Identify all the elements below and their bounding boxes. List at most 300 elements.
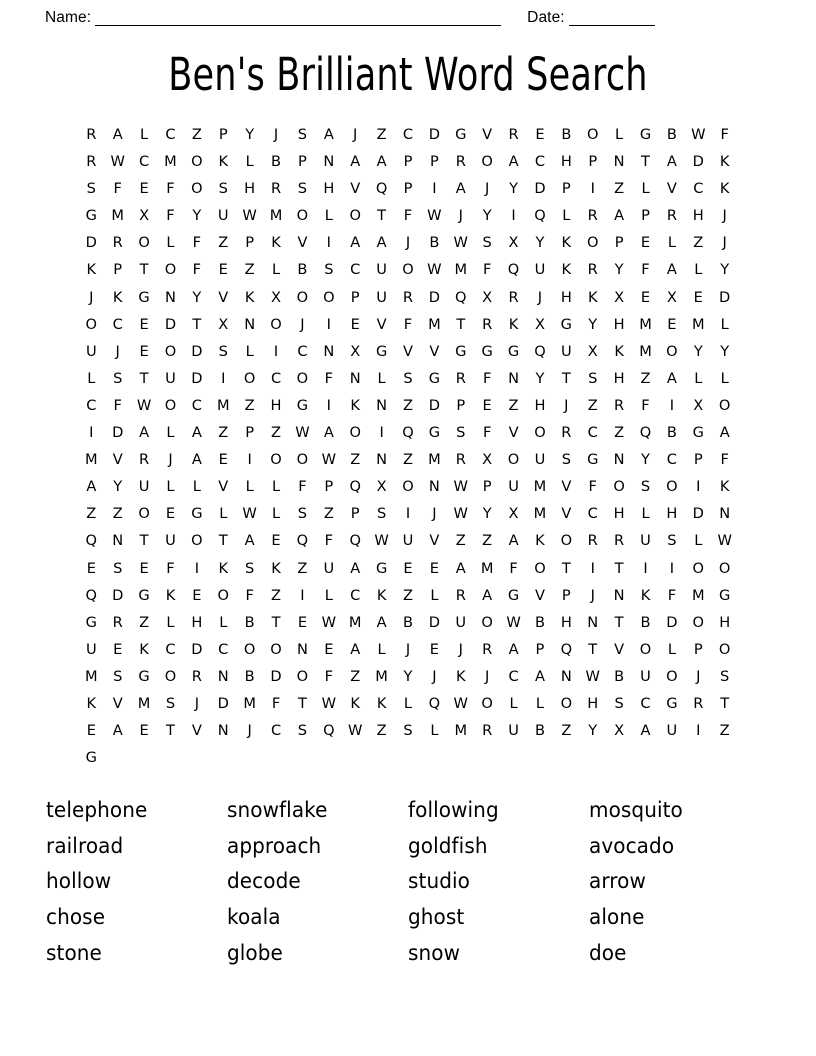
grid-cell[interactable]: S xyxy=(588,369,598,387)
grid-cell[interactable]: Z xyxy=(719,722,730,740)
grid-cell[interactable]: Z xyxy=(561,722,572,740)
grid-cell[interactable]: W xyxy=(427,207,442,225)
word-list-item[interactable]: alone xyxy=(589,905,645,931)
grid-cell[interactable]: Z xyxy=(323,505,334,523)
grid-cell[interactable]: O xyxy=(586,234,599,252)
grid-cell[interactable]: E xyxy=(165,505,176,523)
grid-cell[interactable]: O xyxy=(586,126,599,143)
grid-cell[interactable]: F xyxy=(482,369,492,387)
grid-cell[interactable]: L xyxy=(430,722,439,740)
grid-cell[interactable]: U xyxy=(376,261,387,279)
grid-cell[interactable]: H xyxy=(692,207,704,225)
grid-cell[interactable]: S xyxy=(720,667,730,685)
grid-cell[interactable]: D xyxy=(191,369,203,387)
grid-cell[interactable]: M xyxy=(533,478,547,496)
grid-cell[interactable]: O xyxy=(402,261,414,279)
grid-cell[interactable]: C xyxy=(402,126,414,143)
grid-cell[interactable]: P xyxy=(245,234,255,252)
grid-cell[interactable]: B xyxy=(244,667,255,685)
grid-cell[interactable]: Z xyxy=(271,586,282,604)
grid-cell[interactable]: E xyxy=(667,315,677,333)
grid-cell[interactable]: I xyxy=(643,559,648,577)
grid-cell[interactable]: P xyxy=(693,640,703,658)
grid-cell[interactable]: J xyxy=(432,505,437,523)
grid-cell[interactable]: A xyxy=(666,369,677,387)
grid-cell[interactable]: D xyxy=(191,640,203,658)
grid-cell[interactable]: L xyxy=(166,234,175,252)
grid-cell[interactable]: N xyxy=(112,532,124,550)
grid-cell[interactable]: F xyxy=(324,667,334,685)
grid-cell[interactable]: L xyxy=(430,586,439,604)
grid-cell[interactable]: G xyxy=(507,586,520,604)
grid-cell[interactable]: T xyxy=(377,207,387,225)
grid-cell[interactable]: Y xyxy=(588,722,598,740)
grid-cell[interactable]: K xyxy=(640,586,651,604)
grid-cell[interactable]: A xyxy=(350,153,361,171)
grid-cell[interactable]: J xyxy=(353,126,358,143)
grid-cell[interactable]: P xyxy=(403,153,413,171)
grid-cell[interactable]: G xyxy=(428,424,441,442)
grid-cell[interactable]: N xyxy=(323,153,335,171)
word-list-item[interactable]: following xyxy=(408,798,499,824)
grid-cell[interactable]: L xyxy=(166,478,175,496)
grid-cell[interactable]: O xyxy=(613,478,625,496)
grid-cell[interactable]: R xyxy=(693,694,704,712)
word-list-item[interactable]: arrow xyxy=(589,869,646,895)
grid-cell[interactable]: M xyxy=(533,505,547,523)
grid-cell[interactable]: R xyxy=(455,451,466,469)
grid-cell[interactable]: W xyxy=(717,532,732,550)
grid-cell[interactable]: Z xyxy=(218,234,229,252)
grid-cell[interactable]: R xyxy=(587,532,598,550)
grid-cell[interactable]: D xyxy=(428,396,440,414)
grid-cell[interactable]: W xyxy=(242,207,257,225)
grid-cell[interactable]: Z xyxy=(693,234,704,252)
grid-cell[interactable]: J xyxy=(247,722,252,740)
grid-cell[interactable]: A xyxy=(376,234,387,252)
grid-cell[interactable]: U xyxy=(640,667,651,685)
grid-cell[interactable]: X xyxy=(218,315,229,333)
grid-cell[interactable]: J xyxy=(696,667,701,685)
grid-cell[interactable]: O xyxy=(85,315,98,333)
grid-cell[interactable]: E xyxy=(350,315,360,333)
grid-cell[interactable]: G xyxy=(375,559,388,577)
grid-cell[interactable]: H xyxy=(613,505,625,523)
grid-cell[interactable]: U xyxy=(165,532,176,550)
grid-cell[interactable]: M xyxy=(691,586,705,604)
grid-cell[interactable]: V xyxy=(218,288,229,306)
grid-cell[interactable]: J xyxy=(485,180,490,198)
grid-cell[interactable]: S xyxy=(86,180,96,198)
grid-cell[interactable]: U xyxy=(402,532,414,550)
grid-cell[interactable]: Z xyxy=(350,451,361,469)
grid-cell[interactable]: J xyxy=(722,207,727,225)
grid-cell[interactable]: J xyxy=(458,640,463,658)
grid-cell[interactable]: H xyxy=(191,613,203,631)
grid-cell[interactable]: A xyxy=(350,559,361,577)
grid-cell[interactable]: H xyxy=(270,396,282,414)
grid-cell[interactable]: X xyxy=(614,288,625,306)
grid-cell[interactable]: Y xyxy=(720,261,730,279)
grid-cell[interactable]: F xyxy=(298,478,307,496)
grid-cell[interactable]: Q xyxy=(560,640,573,658)
grid-cell[interactable]: O xyxy=(666,667,678,685)
grid-cell[interactable]: Z xyxy=(297,559,308,577)
grid-cell[interactable]: T xyxy=(641,153,650,171)
grid-cell[interactable]: L xyxy=(140,126,149,143)
grid-cell[interactable]: O xyxy=(191,180,203,198)
grid-cell[interactable]: F xyxy=(403,207,413,225)
grid-cell[interactable]: I xyxy=(194,559,200,577)
grid-cell[interactable]: W xyxy=(453,478,468,496)
grid-cell[interactable]: J xyxy=(89,288,94,306)
grid-cell[interactable]: M xyxy=(454,261,468,279)
grid-cell[interactable]: W xyxy=(321,694,337,712)
grid-cell[interactable]: W xyxy=(374,532,389,550)
grid-cell[interactable]: O xyxy=(718,559,731,577)
grid-cell[interactable]: Y xyxy=(641,451,650,469)
grid-cell[interactable]: P xyxy=(482,478,492,496)
grid-cell[interactable]: G xyxy=(428,369,441,387)
grid-cell[interactable]: A xyxy=(323,126,334,143)
grid-cell[interactable]: S xyxy=(218,180,228,198)
grid-cell[interactable]: L xyxy=(245,153,254,171)
grid-cell[interactable]: L xyxy=(192,478,201,496)
grid-cell[interactable]: O xyxy=(534,424,546,442)
grid-cell[interactable]: L xyxy=(166,424,175,442)
grid-cell[interactable]: N xyxy=(165,288,176,306)
grid-cell[interactable]: M xyxy=(85,667,98,685)
grid-cell[interactable]: C xyxy=(191,396,202,414)
grid-cell[interactable]: X xyxy=(350,342,361,360)
grid-cell[interactable]: L xyxy=(219,613,228,631)
grid-cell[interactable]: L xyxy=(694,532,703,550)
grid-cell[interactable]: S xyxy=(667,532,677,550)
grid-cell[interactable]: Z xyxy=(218,424,229,442)
grid-cell[interactable]: V xyxy=(508,424,519,442)
grid-cell[interactable]: Q xyxy=(85,586,98,604)
grid-cell[interactable]: X xyxy=(587,342,598,360)
grid-cell[interactable]: U xyxy=(560,342,572,360)
grid-cell[interactable]: F xyxy=(403,315,413,333)
grid-cell[interactable]: W xyxy=(453,234,468,252)
grid-cell[interactable]: A xyxy=(112,722,123,740)
grid-cell[interactable]: G xyxy=(455,126,467,143)
grid-cell[interactable]: F xyxy=(113,180,122,198)
grid-cell[interactable]: V xyxy=(429,532,440,550)
grid-cell[interactable]: Z xyxy=(271,424,282,442)
grid-cell[interactable]: M xyxy=(428,451,441,469)
grid-cell[interactable]: D xyxy=(112,424,124,442)
grid-cell[interactable]: P xyxy=(641,207,650,225)
grid-cell[interactable]: C xyxy=(112,315,123,333)
grid-cell[interactable]: U xyxy=(534,451,546,469)
grid-cell[interactable]: E xyxy=(86,722,96,740)
grid-cell[interactable]: C xyxy=(666,451,677,469)
grid-cell[interactable]: R xyxy=(139,451,150,469)
grid-cell[interactable]: U xyxy=(534,261,546,279)
grid-cell[interactable]: N xyxy=(217,667,229,685)
grid-cell[interactable]: H xyxy=(587,694,599,712)
grid-cell[interactable]: E xyxy=(297,613,308,631)
grid-cell[interactable]: D xyxy=(428,126,440,143)
grid-cell[interactable]: D xyxy=(692,505,704,523)
grid-cell[interactable]: I xyxy=(590,180,595,198)
grid-cell[interactable]: F xyxy=(324,369,334,387)
grid-cell[interactable]: J xyxy=(168,451,173,469)
grid-cell[interactable]: Q xyxy=(534,342,546,360)
grid-cell[interactable]: Q xyxy=(455,288,467,306)
grid-cell[interactable]: T xyxy=(588,640,598,658)
grid-cell[interactable]: S xyxy=(297,180,308,198)
word-list-item[interactable]: snowflake xyxy=(227,798,328,824)
grid-cell[interactable]: C xyxy=(508,667,519,685)
grid-cell[interactable]: P xyxy=(298,153,307,171)
grid-cell[interactable]: I xyxy=(405,505,411,523)
grid-cell[interactable]: O xyxy=(639,640,652,658)
grid-cell[interactable]: S xyxy=(245,559,255,577)
grid-cell[interactable]: S xyxy=(640,478,651,496)
grid-cell[interactable]: U xyxy=(217,207,229,225)
grid-cell[interactable]: R xyxy=(561,424,572,442)
grid-cell[interactable]: P xyxy=(456,396,466,414)
grid-cell[interactable]: L xyxy=(667,640,676,658)
grid-cell[interactable]: C xyxy=(218,640,229,658)
grid-cell[interactable]: A xyxy=(666,153,677,171)
grid-cell[interactable]: Y xyxy=(482,207,492,225)
grid-cell[interactable]: F xyxy=(192,261,202,279)
word-list-item[interactable]: ghost xyxy=(408,905,465,931)
grid-cell[interactable]: Q xyxy=(323,722,335,740)
grid-cell[interactable]: P xyxy=(614,234,624,252)
grid-cell[interactable]: L xyxy=(694,261,703,279)
grid-cell[interactable]: L xyxy=(271,505,281,523)
grid-cell[interactable]: Z xyxy=(112,505,123,523)
grid-cell[interactable]: A xyxy=(376,153,387,171)
grid-cell[interactable]: N xyxy=(376,451,388,469)
grid-cell[interactable]: A xyxy=(508,153,519,171)
grid-cell[interactable]: O xyxy=(718,640,731,658)
grid-cell[interactable]: M xyxy=(348,613,362,631)
grid-cell[interactable]: E xyxy=(113,640,123,658)
grid-cell[interactable]: F xyxy=(324,532,334,550)
grid-cell[interactable]: H xyxy=(666,505,678,523)
grid-cell[interactable]: O xyxy=(164,667,177,685)
grid-cell[interactable]: E xyxy=(429,640,439,658)
grid-cell[interactable]: Z xyxy=(86,505,97,523)
grid-cell[interactable]: B xyxy=(666,126,677,143)
grid-cell[interactable]: S xyxy=(614,694,624,712)
word-list-item[interactable]: railroad xyxy=(46,833,124,859)
grid-cell[interactable]: K xyxy=(165,586,176,604)
grid-cell[interactable]: J xyxy=(722,234,727,252)
grid-cell[interactable]: L xyxy=(403,694,413,712)
word-list-item[interactable]: goldfish xyxy=(408,833,488,859)
grid-cell[interactable]: I xyxy=(379,424,384,442)
grid-cell[interactable]: C xyxy=(587,424,598,442)
grid-cell[interactable]: O xyxy=(270,315,282,333)
grid-cell[interactable]: K xyxy=(614,342,624,360)
grid-cell[interactable]: W xyxy=(321,613,337,631)
grid-cell[interactable]: I xyxy=(300,586,305,604)
grid-cell[interactable]: Z xyxy=(139,613,150,631)
grid-cell[interactable]: J xyxy=(537,288,543,306)
grid-cell[interactable]: K xyxy=(376,586,387,604)
grid-cell[interactable]: O xyxy=(191,153,203,171)
grid-cell[interactable]: A xyxy=(666,261,677,279)
grid-cell[interactable]: P xyxy=(324,478,334,496)
grid-cell[interactable]: O xyxy=(692,613,705,631)
grid-cell[interactable]: A xyxy=(455,559,466,577)
grid-cell[interactable]: Q xyxy=(296,532,309,550)
grid-cell[interactable]: P xyxy=(113,261,123,279)
grid-cell[interactable]: A xyxy=(350,234,361,252)
grid-cell[interactable]: A xyxy=(719,424,730,442)
grid-cell[interactable]: L xyxy=(271,478,281,496)
grid-cell[interactable]: O xyxy=(138,505,150,523)
grid-cell[interactable]: O xyxy=(217,586,229,604)
grid-cell[interactable]: B xyxy=(244,613,255,631)
grid-cell[interactable]: S xyxy=(113,369,123,387)
grid-cell[interactable]: G xyxy=(296,396,309,414)
grid-cell[interactable]: I xyxy=(326,234,331,252)
grid-cell[interactable]: Y xyxy=(720,342,730,360)
grid-cell[interactable]: F xyxy=(482,424,492,442)
grid-cell[interactable]: U xyxy=(85,640,97,658)
grid-cell[interactable]: E xyxy=(640,234,651,252)
grid-cell[interactable]: M xyxy=(164,153,177,171)
grid-cell[interactable]: Z xyxy=(508,396,519,414)
grid-cell[interactable]: I xyxy=(590,559,595,577)
grid-cell[interactable]: I xyxy=(669,396,675,414)
grid-cell[interactable]: L xyxy=(245,342,254,360)
grid-cell[interactable]: O xyxy=(296,451,309,469)
grid-cell[interactable]: T xyxy=(456,315,466,333)
grid-cell[interactable]: Q xyxy=(639,424,652,442)
grid-cell[interactable]: A xyxy=(614,207,625,225)
grid-cell[interactable]: E xyxy=(139,559,149,577)
grid-cell[interactable]: T xyxy=(614,559,624,577)
grid-cell[interactable]: K xyxy=(561,234,572,252)
grid-cell[interactable]: J xyxy=(300,315,305,333)
grid-cell[interactable]: H xyxy=(560,613,572,631)
grid-cell[interactable]: G xyxy=(507,342,520,360)
grid-cell[interactable]: I xyxy=(696,478,701,496)
grid-cell[interactable]: G xyxy=(587,451,599,469)
grid-cell[interactable]: Z xyxy=(482,532,493,550)
grid-cell[interactable]: J xyxy=(458,207,463,225)
grid-cell[interactable]: Q xyxy=(534,207,546,225)
grid-cell[interactable]: B xyxy=(534,613,545,631)
grid-cell[interactable]: N xyxy=(587,613,599,631)
grid-cell[interactable]: B xyxy=(666,424,677,442)
grid-cell[interactable]: V xyxy=(561,478,572,496)
grid-cell[interactable]: P xyxy=(429,153,439,171)
grid-cell[interactable]: S xyxy=(113,667,123,685)
grid-cell[interactable]: K xyxy=(139,640,149,658)
grid-cell[interactable]: N xyxy=(613,451,625,469)
grid-cell[interactable]: S xyxy=(376,505,387,523)
grid-cell[interactable]: N xyxy=(296,640,308,658)
grid-cell[interactable]: I xyxy=(221,369,226,387)
grid-cell[interactable]: Y xyxy=(509,180,519,198)
grid-cell[interactable]: O xyxy=(164,396,177,414)
word-list-item[interactable]: chose xyxy=(46,905,106,931)
grid-cell[interactable]: V xyxy=(429,342,440,360)
word-list-item[interactable]: doe xyxy=(589,940,627,966)
grid-cell[interactable]: A xyxy=(508,532,519,550)
grid-cell[interactable]: R xyxy=(455,153,466,171)
grid-cell[interactable]: H xyxy=(244,180,256,198)
grid-cell[interactable]: D xyxy=(534,180,546,198)
grid-cell[interactable]: W xyxy=(110,153,125,171)
grid-cell[interactable]: D xyxy=(112,586,124,604)
grid-cell[interactable]: R xyxy=(614,396,625,414)
grid-cell[interactable]: M xyxy=(243,694,256,712)
grid-cell[interactable]: V xyxy=(403,342,413,360)
grid-cell[interactable]: G xyxy=(455,342,467,360)
grid-cell[interactable]: T xyxy=(297,694,307,712)
grid-cell[interactable]: V xyxy=(191,722,202,740)
grid-cell[interactable]: T xyxy=(720,694,730,712)
grid-cell[interactable]: H xyxy=(613,369,625,387)
grid-cell[interactable]: Y xyxy=(535,234,545,252)
grid-cell[interactable]: M xyxy=(216,396,230,414)
grid-cell[interactable]: R xyxy=(482,315,493,333)
grid-cell[interactable]: R xyxy=(587,261,598,279)
grid-cell[interactable]: V xyxy=(666,180,677,198)
grid-cell[interactable]: T xyxy=(561,369,571,387)
grid-cell[interactable]: H xyxy=(560,288,572,306)
grid-cell[interactable]: Y xyxy=(693,342,703,360)
grid-cell[interactable]: M xyxy=(639,342,652,360)
grid-cell[interactable]: V xyxy=(614,640,625,658)
grid-cell[interactable]: J xyxy=(194,694,200,712)
grid-cell[interactable]: N xyxy=(323,342,335,360)
grid-cell[interactable]: A xyxy=(139,424,150,442)
grid-cell[interactable]: I xyxy=(326,315,331,333)
word-list-item[interactable]: avocado xyxy=(589,833,675,859)
grid-cell[interactable]: A xyxy=(191,424,202,442)
grid-cell[interactable]: O xyxy=(402,478,414,496)
grid-cell[interactable]: Q xyxy=(428,694,441,712)
word-list-item[interactable]: hollow xyxy=(46,869,112,895)
grid-cell[interactable]: S xyxy=(561,451,571,469)
grid-cell[interactable]: L xyxy=(219,505,228,523)
grid-cell[interactable]: Q xyxy=(349,478,361,496)
grid-cell[interactable]: R xyxy=(508,288,519,306)
grid-cell[interactable]: A xyxy=(350,640,361,658)
grid-cell[interactable]: E xyxy=(139,180,149,198)
grid-cell[interactable]: K xyxy=(350,694,360,712)
grid-cell[interactable]: L xyxy=(377,640,386,658)
grid-cell[interactable]: R xyxy=(112,613,123,631)
grid-cell[interactable]: F xyxy=(271,694,281,712)
grid-cell[interactable]: F xyxy=(667,586,677,604)
grid-cell[interactable]: N xyxy=(428,478,440,496)
grid-cell[interactable]: B xyxy=(534,722,545,740)
grid-cell[interactable]: U xyxy=(640,532,651,550)
word-list-item[interactable]: mosquito xyxy=(589,798,683,824)
grid-cell[interactable]: E xyxy=(271,532,281,550)
grid-cell[interactable]: T xyxy=(271,613,281,631)
grid-cell[interactable]: R xyxy=(270,180,282,198)
grid-cell[interactable]: S xyxy=(165,694,176,712)
grid-cell[interactable]: P xyxy=(588,153,598,171)
grid-cell[interactable]: C xyxy=(270,722,282,740)
grid-cell[interactable]: T xyxy=(139,369,149,387)
grid-cell[interactable]: O xyxy=(481,613,493,631)
